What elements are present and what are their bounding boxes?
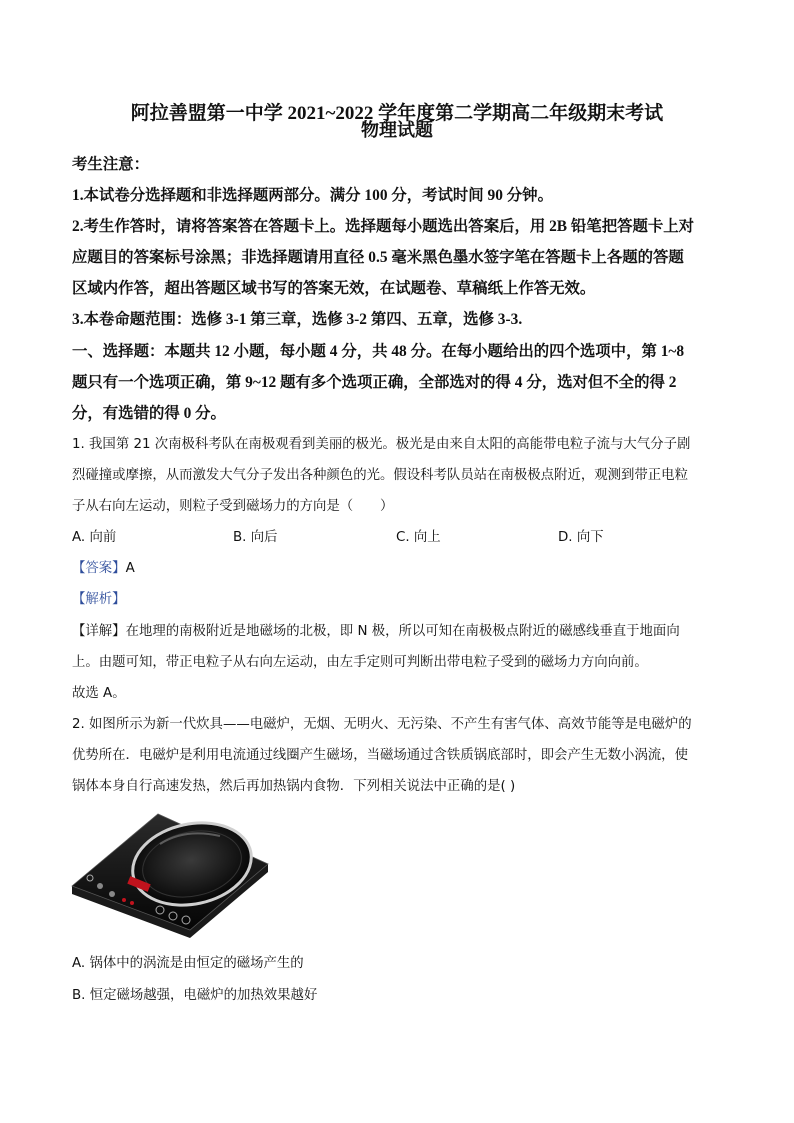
detail-tag: 【详解】 [72, 624, 126, 639]
q1-stem-line-2: 烈碰撞或摩擦，从而激发大气分子发出各种颜色的光。假设科考队员站在南极极点附近，观测到带正电粒 [72, 468, 688, 483]
q1-option-a: A. 向前 [72, 530, 117, 545]
q2-stem-line-2: 优势所在．电磁炉是利用电流通过线圈产生磁场，当磁场通过含铁质锅底部时，即会产生无数小涡流，使 [72, 748, 688, 763]
exam-subject [60, 116, 734, 142]
q1-stem-line-3: 子从右向左运动，则粒子受到磁场力的方向是（ ） [72, 499, 394, 514]
section1-line-3: 分，有选错的得 0 分。 [72, 405, 226, 422]
induction-cooker-image [70, 806, 270, 938]
q1-answer [72, 557, 742, 576]
q2-option-b: B. 恒定磁场越强，电磁炉的加热效果越好 [72, 988, 318, 1003]
notice-item-2-cont: 应题目的答案标号涂黑；非选择题请用直径 0.5 毫米黑色墨水签字笔在答题卡上各题的答题 [72, 249, 684, 266]
answer-value: A [125, 561, 135, 576]
induction-cooker-icon [70, 806, 270, 938]
q2-option-a: A. 锅体中的涡流是由恒定的磁场产生的 [72, 956, 304, 971]
q1-option-c: C. 向上 [396, 530, 441, 545]
notice-item-1: 1.本试卷分选择题和非选择题两部分。满分 100 分，考试时间 90 分钟。 [72, 187, 553, 204]
section1-line-1: 一、选择题：本题共 12 小题，每小题 4 分，共 48 分。在每小题给出的四个选项中，第 1~8 [72, 343, 685, 360]
analysis-tag: 【解析】 [72, 592, 126, 607]
exam-title: 阿拉善盟第一中学 2021~2022 学年度第二学期高二年级期末考试 [130, 103, 664, 124]
section1-line-2: 题只有一个选项正确，第 9~12 题有多个选项正确，全部选对的得 4 分，选对但不全的得 2 [72, 374, 677, 391]
q1-option-b: B. 向后 [233, 530, 278, 545]
notice-item-2-end: 区域内作答，超出答题区域书写的答案无效，在试题卷、草稿纸上作答无效。 [72, 280, 596, 297]
q1-stem-line-1: 1. 我国第 21 次南极科考队在南极观看到美丽的极光。极光是由来自太阳的高能带电粒子流与大气分子剧 [72, 437, 691, 452]
answer-tag: 【答案】 [72, 561, 126, 576]
q1-detail-line-3: 故选 A。 [72, 686, 126, 701]
notice-item-3: 3.本卷命题范围：选修 3-1 第三章，选修 3-2 第四、五章，选修 3-3. [72, 311, 523, 328]
detail-text-1: 在地理的南极附近是地磁场的北极，即 N 极，所以可知在南极极点附近的磁感线垂直于地面向 [125, 624, 680, 639]
q1-detail-line-1 [72, 620, 742, 639]
notice-item-2: 2.考生作答时，请将答案答在答题卡上。选择题每小题选出答案后，用 2B 铅笔把答题卡上对 [72, 218, 695, 235]
q2-stem-line-3: 锅体本身自行高速发热，然后再加热锅内食物．下列相关说法中正确的是( ) [72, 779, 516, 794]
notice-heading: 考生注意： [72, 156, 149, 173]
exam-subject-text: 物理试题 [361, 120, 433, 140]
q1-option-d: D. 向下 [558, 530, 604, 545]
q1-detail-line-2: 上。由题可知，带正电粒子从右向左运动，由左手定则可判断出带电粒子受到的磁场力方向向前。 [72, 655, 648, 670]
q2-stem-line-1: 2. 如图所示为新一代炊具——电磁炉，无烟、无明火、无污染、不产生有害气体、高效节能等是电磁炉的 [72, 717, 692, 732]
